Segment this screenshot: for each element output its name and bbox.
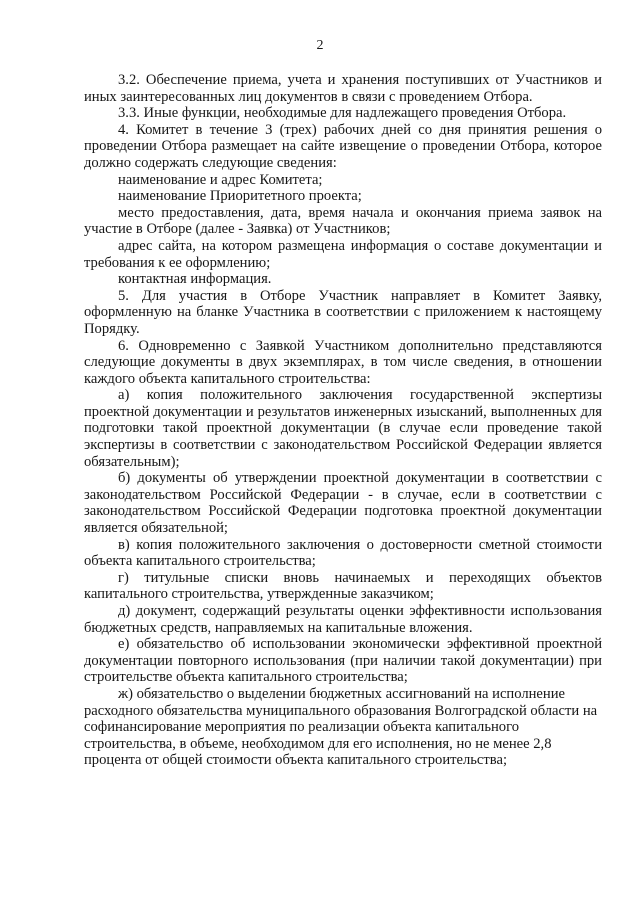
paragraph-5: 5. Для участия в Отборе Участник направляет в Комитет Заявку, оформленную на бланке Участника в соответствии с приложением к настоящему Порядку.	[84, 287, 602, 337]
subitem-e: е) обязательство об использовании экономически эффективной проектной документации повторного использования (при наличии такой документации) при строительстве объекта капитального строительства;	[84, 636, 602, 686]
subitem-a: а) копия положительного заключения государственной экспертизы проектной документации и результатов инженерных изысканий, выполненных для подготовки такой проектной документации (в случае если проведение такой экспертизы в соответствии с законодательством Российской Федерации является обязательным);	[84, 387, 602, 470]
list-item-website: адрес сайта, на котором размещена информация о составе документации и требования к ее оформлению;	[84, 237, 602, 271]
paragraph-4: 4. Комитет в течение 3 (трех) рабочих дней со дня принятия решения о проведении Отбора размещает на сайте извещение о проведении Отбора, которое должно содержать следующие сведения:	[84, 121, 602, 171]
document-body	[84, 72, 602, 769]
subitem-b: б) документы об утверждении проектной документации в соответствии с законодательством Российской Федерации - в случае, если в соответствии с законодательством Российской Федерации подготовка проектной документации является обязательной;	[84, 470, 602, 537]
list-item-committee-name: наименование и адрес Комитета;	[118, 171, 323, 188]
paragraph-6: 6. Одновременно с Заявкой Участником дополнительно представляются следующие документы в двух экземплярах, в том числе сведения, в отношении каждого объекта капитального строительства:	[84, 337, 602, 387]
paragraph-3-2: 3.2. Обеспечение приема, учета и хранения поступивших от Участников и иных заинтересованных лиц документов в связи с проведением Отбора.	[84, 72, 602, 105]
subitem-zh: ж) обязательство о выделении бюджетных ассигнований на исполнение расходного обязательства муниципального образования Волгоградской области на софинансирование мероприятия по реализации объекта капитального строительства, в объеме, необходимом для его исполнения, но не менее 2,8 процента от общей стоимости объекта капитального строительства;	[84, 685, 598, 769]
subitem-g: г) титульные списки вновь начинаемых и переходящих объектов капитального строительства, утвержденные заказчиком;	[84, 569, 602, 603]
list-item-contacts: контактная информация.	[118, 271, 272, 288]
subitem-v: в) копия положительного заключения о достоверности сметной стоимости объекта капитального строительства;	[84, 536, 602, 570]
subitem-d: д) документ, содержащий результаты оценки эффективности использования бюджетных средств, направляемых на капитальные вложения.	[84, 603, 602, 636]
page-number: 2	[316, 38, 324, 53]
paragraph-3-3: 3.3. Иные функции, необходимые для надлежащего проведения Отбора.	[118, 105, 567, 122]
list-item-application-place: место предоставления, дата, время начала и окончания приема заявок на участие в Отборе (далее - Заявка) от Участников;	[84, 204, 602, 238]
list-item-project-name: наименование Приоритетного проекта;	[118, 188, 362, 205]
